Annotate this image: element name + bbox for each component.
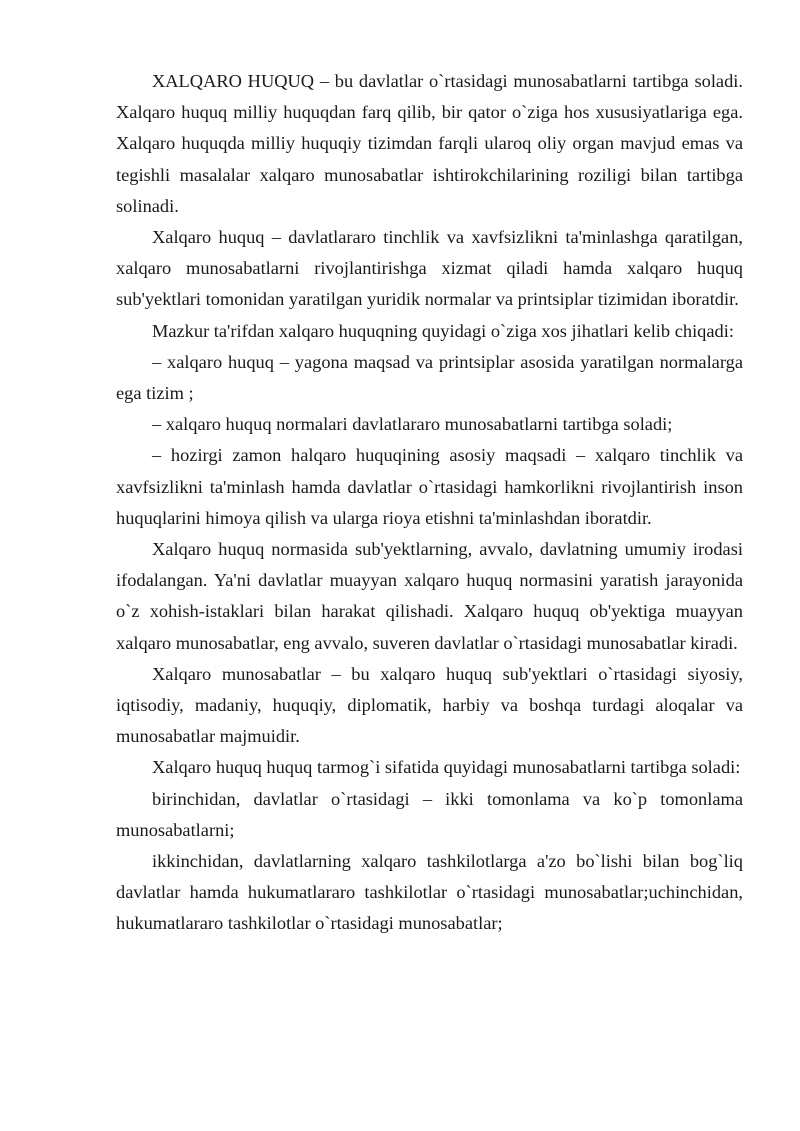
paragraph-norm-subjects: Xalqaro huquq normasida sub'yektlarning, avvalo, davlatning umumiy irodasi ifodalangan. Ya'ni davlatlar muayyan xalqaro huquq normasini yaratish jarayonida o`z xohish-istaklari bilan harakat qilishadi. Xalqaro huquq ob'yektiga muayyan xalqaro munosabatlar, eng avvalo, suveren davlatlar o`rtasidagi munosabatlar kiradi. (116, 539, 743, 653)
list-item-first: birinchidan, davlatlar o`rtasidagi – ikki tomonlama va ko`p tomonlama munosabatlarni; (116, 788, 743, 840)
list-item-feature-3: – hozirgi zamon halqaro huquqining asosiy maqsadi – xalqaro tinchlik va xavfsizlikni ta'minlash hamda davlatlar o`rtasidagi hamkorlikni rivojlantirish inson huquqlarini himoya qilish va ularga rioya etishni ta'minlashdan iboratdir. (116, 445, 743, 528)
list-item-second-third: ikkinchidan, davlatlarning xalqaro tashkilotlarga a'zo bo`lishi bilan bog`liq davlatlar hamda hukumatlararo tashkilotlar o`rtasidagi munosabatlar;uchinchidan, hukumatlararo tashkilotlar o`rtasidagi munosabatlar; (116, 851, 743, 934)
paragraph-international-law: Xalqaro huquq – davlatlararo tinchlik va xavfsizlikni ta'minlashga qaratilgan, xalqaro munosabatlarni rivojlantirishga xizmat qiladi hamda xalqaro huquq sub'yektlari tomonidan yaratilgan yuridik normalar va printsiplar tizimidan iboratdir. (116, 227, 743, 310)
paragraph-definition: XALQARO HUQUQ – bu davlatlar o`rtasidagi munosabatlarni tartibga soladi. Xalqaro huquq milliy huquqdan farq qilib, bir qator o`ziga hos xususiyatlariga ega. Xalqaro huquqda milliy huquqiy tizimdan farqli ularoq oliy organ mavjud emas va tegishli masalalar xalqaro munosabatlar ishtirokchilarining roziligi bilan tartibga solinadi. (116, 71, 743, 216)
list-item-feature-1: – xalqaro huquq – yagona maqsad va printsiplar asosida yaratilgan normalarga ega tizim ; (116, 351, 743, 404)
list-item-feature-2: – xalqaro huquq normalari davlatlararo munosabatlarni tartibga soladi; (152, 414, 673, 435)
paragraph-international-relations: Xalqaro munosabatlar – bu xalqaro huquq sub'yektlari o`rtasidagi siyosiy, iqtisodiy, madaniy, huquqiy, diplomatik, harbiy va boshqa turdagi aloqalar va munosabatlar majmuidir. (116, 663, 743, 747)
document-page (116, 66, 743, 940)
paragraph-regulated-relations: Xalqaro huquq huquq tarmog`i sifatida quyidagi munosabatlarni tartibga soladi: (152, 757, 741, 778)
paragraph-features-intro: Mazkur ta'rifdan xalqaro huquqning quyidagi o`ziga xos jihatlari kelib chiqadi: (152, 320, 734, 341)
